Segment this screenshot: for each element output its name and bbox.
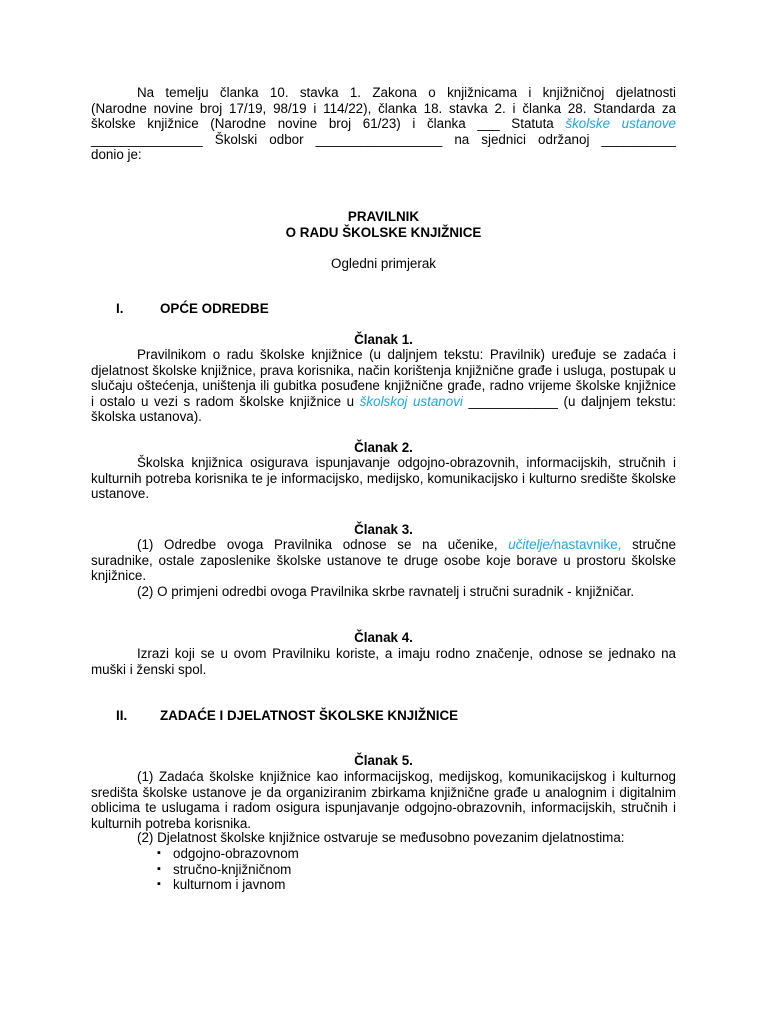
article-5-paragraph-2: (2) Djelatnost školske knjižnice ostvaruje se međusobno povezanim djelatnostima: <box>137 830 625 845</box>
article-heading-1: Članak 1. <box>354 332 413 347</box>
preamble <box>91 85 676 163</box>
section-number: I. <box>116 301 124 316</box>
article-5-paragraph-1: (1) Zadaća školske knjižnice kao informacijskog, medijskog, komunikacijskog i kulturnog središta školske ustanove je da organiziranim zbirkama knjižnične građe u analognim i digitalnim oblicima te uslugama i radom osigura ispunjavanje odgojno-obrazovnih, informacijskih, stručnih i kulturnih potreba korisnika. <box>91 769 676 831</box>
title-line-2: O RADU ŠKOLSKE KNJIŽNICE <box>285 224 482 240</box>
document-title <box>91 209 676 240</box>
article-3-text-end: stručne suradnike, ostale zaposlenike školske ustanove te druge osobe koje borave u prostoru školske knjižnice. <box>91 537 676 584</box>
article-3-text: (1) Odredbe ovoga Pravilnika odnose se na učenike, <box>137 537 509 552</box>
article-4-paragraph: Izrazi koji se u ovom Pravilniku koriste, a imaju rodno značenje, odnose se jednako na muški i ženski spol. <box>91 646 676 677</box>
section-heading-1 <box>116 301 269 317</box>
section-heading-2 <box>116 708 458 724</box>
school-institution-link[interactable]: školske ustanove <box>565 116 677 132</box>
article-1-text: Pravilnikom o radu školske knjižnice (u daljnjem tekstu: Pravilnik) uređuje se zadaća i djelatnost školske knjižnice, prava korisnika, način korištenja knjižnične građe i usluga, postupak u slučaju oštećenja, uništenja ili gubitka posuđene knjižnične građe, radno vrijeme školske knjižnice i ostalo u vezi s radom školske knjižnice u <box>91 347 676 409</box>
article-heading-5: Članak 5. <box>354 753 413 768</box>
article-1-paragraph <box>91 347 676 425</box>
preamble-text: školske knjižnice (Narodne novine broj 61/23) i članka ___ Statuta <box>91 116 566 132</box>
preamble-line-1: Na temelju članka 10. stavka 1. Zakona o knjižnicama i knjižničnoj djelatnosti <box>137 85 676 100</box>
title-line-1: PRAVILNIK <box>347 209 420 224</box>
section-number: II. <box>116 708 128 723</box>
school-institution-link[interactable]: školskoj ustanovi <box>359 393 463 409</box>
teachers-link-continued[interactable]: nastavnike, <box>553 537 622 552</box>
article-heading-4: Članak 4. <box>354 630 413 645</box>
preamble-line-4: _______________ Školski odbor _________________ na sjednici održanoj __________ <box>91 131 676 147</box>
article-1-text-end: ____________ (u daljnjem tekstu: školska ustanova). <box>91 393 676 425</box>
list-item: ▪ odgojno-obrazovnom <box>157 846 557 862</box>
section-title: ZADAĆE I DJELATNOST ŠKOLSKE KNJIŽNICE <box>160 708 459 723</box>
preamble-line-3 <box>91 116 676 132</box>
preamble-line-2: (Narodne novine broj 17/19, 98/19 i 114/22), članka 18. stavka 2. i članka 28. Standarda za <box>91 100 676 116</box>
article-heading-3: Članak 3. <box>354 522 413 537</box>
article-3-paragraph-2: (2) O primjeni odredbi ovoga Pravilnika skrbe ravnatelj i stručni suradnik - knjižničar. <box>137 584 635 599</box>
list-item: ▪ kulturnom i javnom <box>157 877 557 893</box>
teachers-link[interactable]: učitelje/ <box>508 537 554 552</box>
article-heading-2: Članak 2. <box>354 440 413 455</box>
article-3-paragraph-1 <box>91 537 676 584</box>
section-title: OPĆE ODREDBE <box>160 301 269 316</box>
activities-list <box>157 846 557 893</box>
preamble-line-5: donio je: <box>91 147 142 163</box>
list-item: ▪ stručno-knjižničnom <box>157 862 557 878</box>
article-2-paragraph: Školska knjižnica osigurava ispunjavanje odgojno-obrazovnih, informacijskih, stručnih i kulturnih potreba korisnika te je informacijsko, medijsko, komunikacijsko i kulturno središte školske ustanove. <box>91 455 676 502</box>
document-subtitle: Ogledni primjerak <box>331 256 436 271</box>
